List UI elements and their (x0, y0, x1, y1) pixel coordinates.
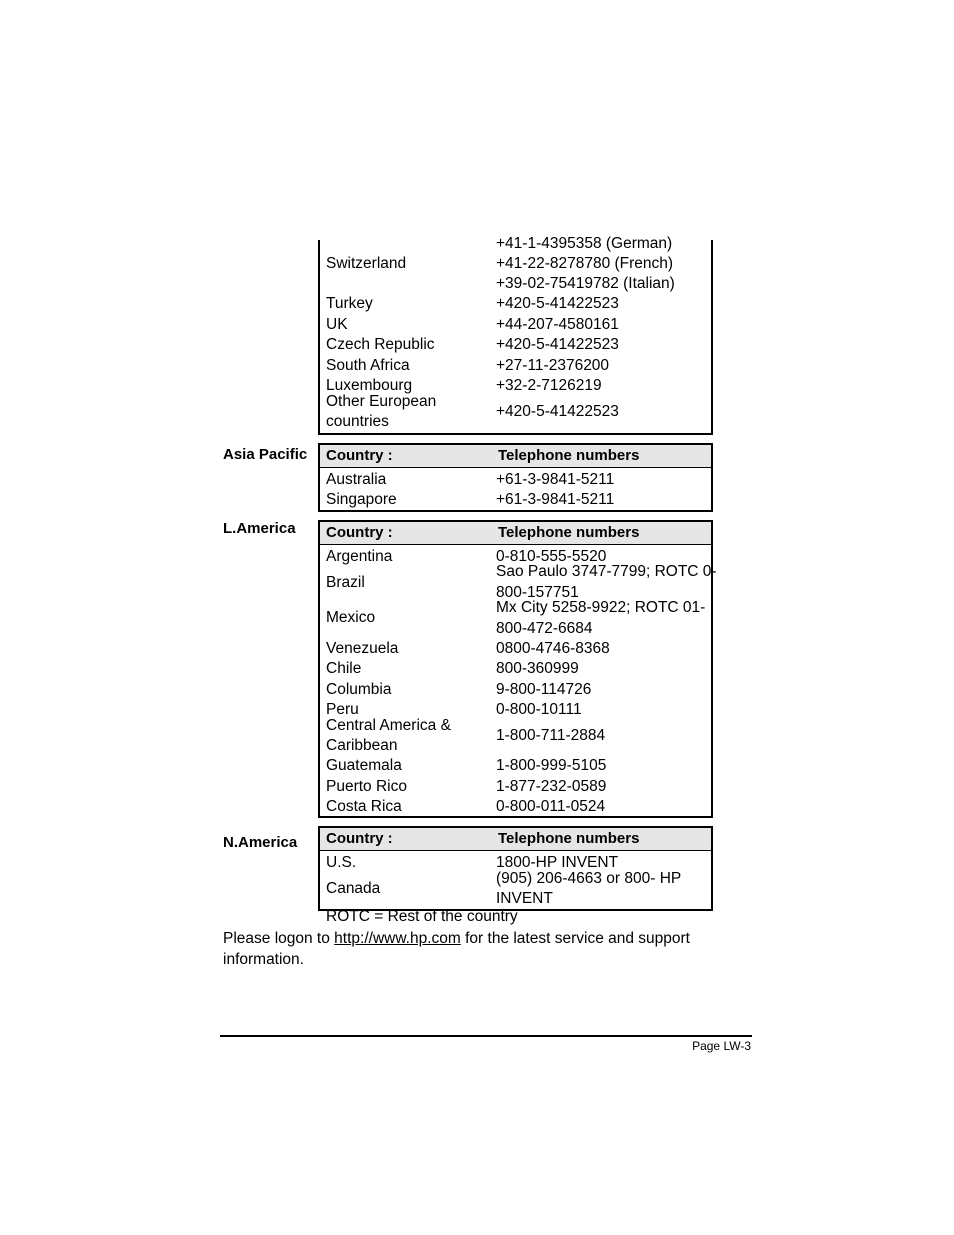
latin-america-table (318, 520, 717, 818)
la-country: Brazil (326, 574, 365, 591)
la-phone: 0800-4746-8368 (496, 640, 610, 657)
la-phone: 9-800-114726 (496, 681, 592, 698)
la-phone: 800-472-6684 (496, 620, 593, 637)
header-country: Country : (326, 447, 393, 464)
europe-phone: +32-2-7126219 (496, 377, 602, 394)
la-phone: 1-877-232-0589 (496, 778, 607, 795)
header-country: Country : (326, 830, 393, 847)
na-country: Canada (326, 880, 381, 897)
europe-country: South Africa (326, 357, 410, 374)
region-label-latin-america: L.America (223, 520, 296, 537)
la-country: Mexico (326, 609, 376, 626)
la-phone: 1-800-999-5105 (496, 757, 607, 774)
la-country: Columbia (326, 681, 392, 698)
europe-phone: +27-11-2376200 (496, 357, 610, 374)
europe-phone: +41-1-4395358 (German) (496, 235, 673, 252)
footer-divider (220, 1035, 752, 1037)
europe-table (318, 235, 713, 435)
la-country: Venezuela (326, 640, 399, 657)
na-phone: 1800-HP INVENT (496, 854, 619, 871)
page-number: Page LW-3 (692, 1039, 751, 1053)
asia-pacific-table (318, 443, 713, 512)
la-phone: 0-800-011-0524 (496, 798, 606, 815)
europe-phone: +420-5-41422523 (496, 403, 619, 420)
header-telephone: Telephone numbers (498, 447, 640, 464)
na-country: U.S. (326, 854, 357, 871)
asia-country: Singapore (326, 491, 397, 508)
support-paragraph (223, 928, 723, 970)
la-phone: Sao Paulo 3747-7799; ROTC 0- (496, 563, 717, 580)
asia-phone: +61-3-9841-5211 (496, 491, 615, 508)
la-phone: 800-360999 (496, 660, 579, 677)
la-country: Central America & (326, 717, 451, 734)
europe-country: Czech Republic (326, 336, 435, 353)
table-header (320, 445, 711, 468)
europe-country: Turkey (326, 295, 373, 312)
la-phone: 800-157751 (496, 584, 579, 601)
asia-country: Australia (326, 471, 387, 488)
table-header (320, 522, 711, 545)
europe-phone: +44-207-4580161 (496, 316, 619, 333)
header-telephone: Telephone numbers (498, 524, 640, 541)
region-label-north-america: N.America (223, 834, 298, 851)
table-header (320, 828, 711, 851)
europe-country: Luxembourg (326, 377, 413, 394)
europe-country: countries (326, 413, 389, 430)
support-text-prefix: Please logon to (223, 930, 335, 947)
rotc-note: ROTC = Rest of the country (326, 908, 518, 925)
la-phone: Mx City 5258-9922; ROTC 01- (496, 599, 706, 616)
europe-phone: +420-5-41422523 (496, 295, 619, 312)
la-country: Argentina (326, 548, 393, 565)
header-telephone: Telephone numbers (498, 830, 640, 847)
europe-country: Other European (326, 393, 437, 410)
la-country: Costa Rica (326, 798, 402, 815)
north-america-table (318, 826, 713, 911)
support-text-line2: information. (223, 951, 304, 968)
europe-phone: +41-22-8278780 (French) (496, 255, 674, 272)
europe-country: UK (326, 316, 348, 333)
region-label-asia-pacific: Asia Pacific (223, 446, 308, 463)
europe-phone: +420-5-41422523 (496, 336, 619, 353)
na-phone: INVENT (496, 890, 553, 907)
la-country: Chile (326, 660, 362, 677)
la-country: Caribbean (326, 737, 398, 754)
support-text-suffix: for the latest service and support (460, 930, 690, 947)
hp-website-link[interactable]: http://www.hp.com (334, 930, 461, 947)
la-phone: 0-800-10111 (496, 701, 582, 718)
europe-country: Switzerland (326, 255, 407, 272)
asia-phone: +61-3-9841-5211 (496, 471, 615, 488)
europe-phone: +39-02-75419782 (Italian) (496, 275, 675, 292)
la-country: Guatemala (326, 757, 402, 774)
la-phone: 0-810-555-5520 (496, 548, 607, 565)
la-phone: 1-800-711-2884 (496, 727, 606, 744)
la-country: Puerto Rico (326, 778, 407, 795)
header-country: Country : (326, 524, 393, 541)
na-phone: (905) 206-4663 or 800- HP (496, 870, 682, 887)
la-country: Peru (326, 701, 359, 718)
